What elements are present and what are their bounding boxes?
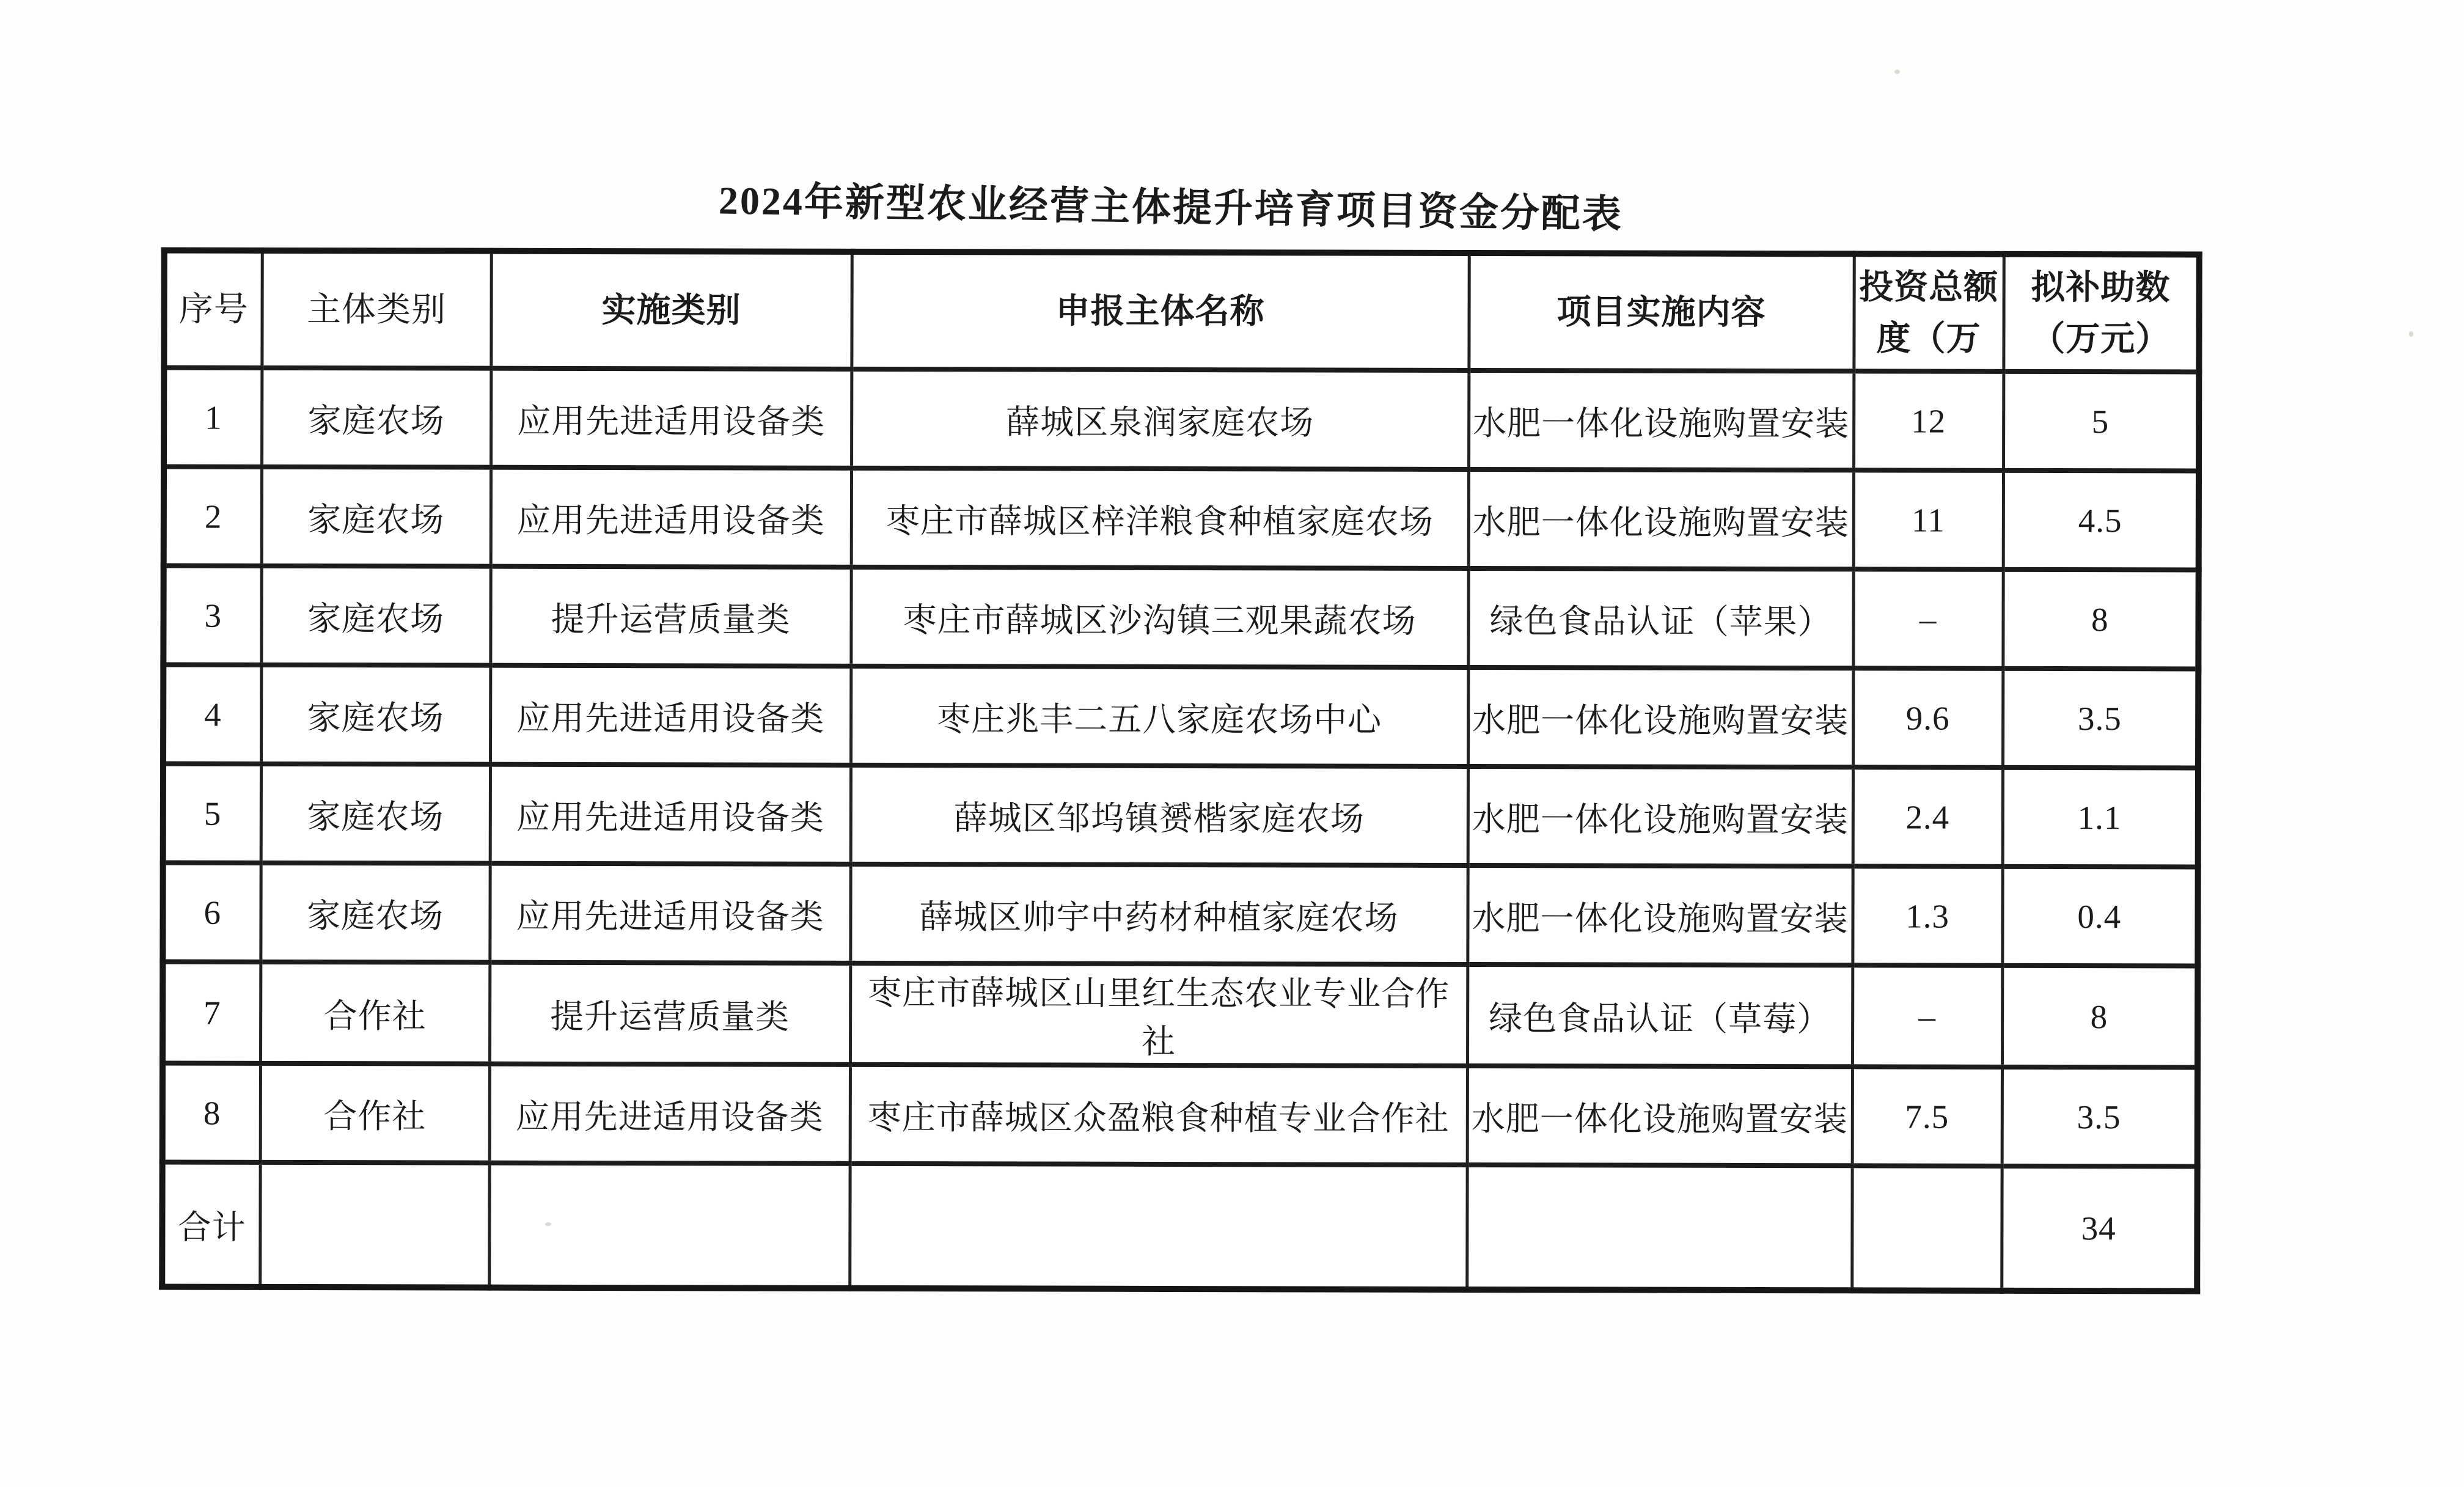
cell-subsidy: 5 — [2003, 372, 2199, 471]
cell-no: 4 — [163, 665, 261, 764]
cell-investment: 11 — [1854, 470, 2003, 570]
table-row — [163, 962, 2198, 1068]
cell-applicant-name: 薛城区邹坞镇赟楷家庭农场 — [851, 765, 1468, 865]
header-applicant-name: 申报主体名称 — [851, 252, 1469, 370]
cell-no: 3 — [163, 566, 261, 665]
header-investment: 投资总额度（万 — [1854, 254, 2003, 372]
cell-applicant-name: 枣庄兆丰二五八家庭农场中心 — [851, 666, 1468, 766]
cell-impl-type: 应用先进适用设备类 — [491, 369, 851, 468]
cell-investment: 2.4 — [1853, 767, 2003, 867]
cell-category: 家庭农场 — [261, 764, 490, 864]
table-row — [163, 764, 2198, 867]
scan-speck — [1894, 70, 1900, 74]
fund-allocation-table — [159, 248, 2202, 1294]
cell-impl-type: 应用先进适用设备类 — [490, 864, 850, 963]
total-subsidy: 34 — [2001, 1166, 2197, 1291]
cell-subsidy: 8 — [2003, 570, 2198, 669]
cell-applicant-name: 薛城区泉润家庭农场 — [851, 369, 1469, 469]
cell-applicant-name: 枣庄市薛城区山里红生态农业专业合作社 — [850, 963, 1467, 1066]
header-category: 主体类别 — [262, 251, 491, 369]
header-impl-type: 实施类别 — [491, 251, 851, 369]
cell-no: 7 — [163, 962, 260, 1063]
total-label: 合计 — [162, 1162, 260, 1287]
cell-investment: – — [1852, 965, 2002, 1067]
cell-applicant-name: 枣庄市薛城区众盈粮食种植专业合作社 — [850, 1065, 1467, 1165]
cell-category: 家庭农场 — [262, 368, 491, 468]
cell-impl-type: 应用先进适用设备类 — [490, 1064, 850, 1164]
header-content: 项目实施内容 — [1469, 253, 1854, 371]
cell-no: 2 — [164, 467, 262, 566]
cell-content: 绿色食品认证（苹果） — [1468, 568, 1853, 668]
cell-content: 水肥一体化设施购置安装 — [1468, 667, 1853, 767]
cell-category: 合作社 — [260, 1063, 490, 1163]
cell-applicant-name: 枣庄市薛城区沙沟镇三观果蔬农场 — [851, 567, 1468, 667]
cell-category: 家庭农场 — [261, 665, 490, 765]
cell-no: 6 — [163, 863, 260, 962]
cell-investment: – — [1853, 569, 2003, 669]
cell-impl-type: 提升运营质量类 — [490, 963, 850, 1065]
cell-subsidy: 4.5 — [2003, 471, 2199, 570]
header-no: 序号 — [164, 251, 262, 368]
cell-content: 水肥一体化设施购置安装 — [1467, 865, 1852, 965]
document-title: 2024年新型农业经营主体提升培育项目资金分配表 — [718, 178, 1624, 237]
total-empty-investment — [1852, 1166, 2001, 1291]
cell-subsidy: 3.5 — [2003, 669, 2198, 768]
cell-content: 水肥一体化设施购置安装 — [1468, 766, 1853, 866]
cell-content: 水肥一体化设施购置安装 — [1469, 370, 1854, 470]
total-empty-content — [1467, 1165, 1852, 1290]
table-row — [164, 467, 2199, 570]
total-empty-impl-type — [489, 1163, 849, 1288]
cell-subsidy: 1.1 — [2003, 768, 2198, 867]
total-row — [162, 1162, 2197, 1291]
cell-no: 1 — [164, 368, 262, 467]
cell-investment: 9.6 — [1853, 668, 2003, 768]
cell-applicant-name: 薛城区帅宇中药材种植家庭农场 — [850, 864, 1467, 964]
cell-category: 家庭农场 — [260, 863, 490, 963]
cell-content: 绿色食品认证（草莓） — [1467, 964, 1852, 1067]
cell-subsidy: 0.4 — [2002, 867, 2198, 966]
table-row — [163, 1063, 2198, 1167]
cell-no: 8 — [163, 1063, 260, 1162]
cell-category: 合作社 — [260, 962, 490, 1064]
cell-impl-type: 应用先进适用设备类 — [490, 666, 851, 765]
total-empty-applicant-name — [849, 1164, 1467, 1290]
cell-impl-type: 应用先进适用设备类 — [491, 468, 851, 567]
cell-category: 家庭农场 — [262, 467, 491, 567]
scan-speck — [545, 1222, 551, 1226]
cell-no: 5 — [163, 764, 261, 863]
scan-speck — [2409, 331, 2413, 337]
header-subsidy: 拟补助数（万元） — [2003, 254, 2199, 372]
table-row — [164, 368, 2199, 471]
header-row — [164, 251, 2199, 372]
cell-content: 水肥一体化设施购置安装 — [1469, 469, 1854, 569]
cell-impl-type: 应用先进适用设备类 — [490, 765, 851, 864]
cell-impl-type: 提升运营质量类 — [490, 567, 851, 666]
cell-investment: 1.3 — [1852, 866, 2002, 966]
total-empty-category — [260, 1162, 489, 1288]
cell-content: 水肥一体化设施购置安装 — [1467, 1066, 1852, 1166]
table-row — [163, 665, 2198, 768]
cell-investment: 7.5 — [1852, 1067, 2002, 1166]
cell-applicant-name: 枣庄市薛城区梓洋粮食种植家庭农场 — [851, 468, 1469, 568]
table-row — [163, 566, 2198, 669]
table-row — [163, 863, 2198, 966]
cell-subsidy: 8 — [2002, 966, 2198, 1068]
cell-category: 家庭农场 — [261, 566, 490, 666]
cell-subsidy: 3.5 — [2002, 1067, 2198, 1167]
cell-investment: 12 — [1854, 371, 2003, 471]
